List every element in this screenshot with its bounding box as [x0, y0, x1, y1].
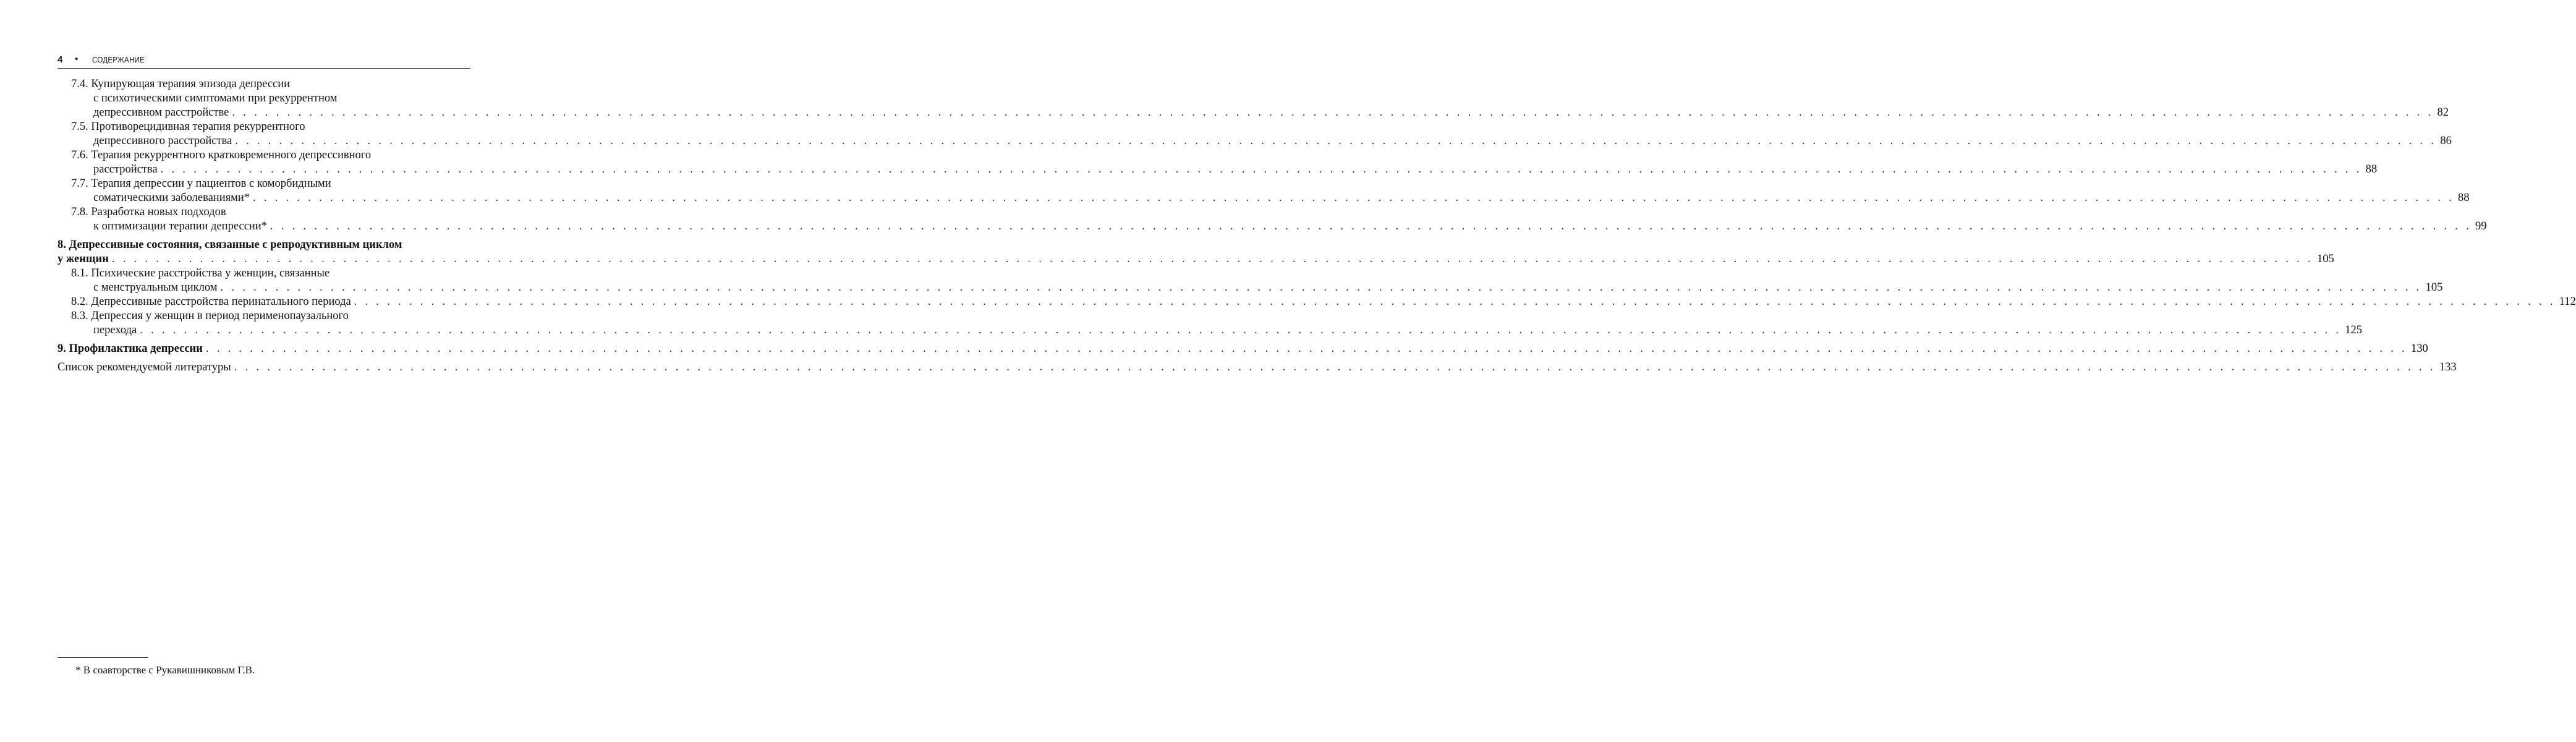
toc-entry-last-line: [71, 323, 2363, 338]
table-of-contents: [57, 77, 2576, 375]
toc-entry: [57, 238, 2334, 267]
page-number: 4: [57, 54, 63, 65]
toc-entry-title: расстройства: [93, 163, 158, 176]
toc-entry-last-line: [71, 134, 2452, 148]
toc-page-number: 86: [2440, 135, 2452, 147]
toc-entry-title: депрессивного расстройства: [93, 135, 232, 147]
toc-entry: [57, 295, 2576, 309]
toc-entry-title: соматическими заболеваниями*: [93, 192, 250, 204]
toc-entry-title: к оптимизации терапии депрессии*: [93, 220, 267, 232]
toc-page-number: 133: [2439, 361, 2457, 373]
dot-leader: . . . . . . . . . . . . . . . . . . . . . . . . . . . . . . . . . . . . . . . . . . . . . . . . . . . . . . . . . . . . . . . . . . . . . . . . . . . . . . . . . . . . . . . . . . . . . . . . . . . . . . . . . . . . . . . . . . . . . . . . . . . . . . . . . . . . . . . . . . . . . . . . . . . . . . . . . . . . . . . . . . . . . . . . . . . . . . . . . . . . . . . . . . . . . . . . . . . . . . . .: [354, 296, 2556, 308]
toc-entry-last-line: [71, 191, 2470, 205]
toc-entry: [57, 177, 2470, 205]
dot-leader: . . . . . . . . . . . . . . . . . . . . . . . . . . . . . . . . . . . . . . . . . . . . . . . . . . . . . . . . . . . . . . . . . . . . . . . . . . . . . . . . . . . . . . . . . . . . . . . . . . . . . . . . . . . . . . . . . . . . . . . . . . . . . . . . . . . . . . . . . . . . . . . . . . . . . . . . . . . . . . . . . . . . . . . . . . . . . . . . . . . . . . . . . . . . . . . . . . . . . . . .: [220, 281, 2422, 294]
toc-entry-last-line: [71, 106, 2449, 120]
dot-leader: . . . . . . . . . . . . . . . . . . . . . . . . . . . . . . . . . . . . . . . . . . . . . . . . . . . . . . . . . . . . . . . . . . . . . . . . . . . . . . . . . . . . . . . . . . . . . . . . . . . . . . . . . . . . . . . . . . . . . . . . . . . . . . . . . . . . . . . . . . . . . . . . . . . . . . . . . . . . . . . . . . . . . . . . . . . . . . . . . . . . . . . . . . . . . . . . . . . . . . . .: [234, 361, 2436, 373]
toc-entry-last-line: [57, 342, 2428, 356]
toc-entry-title: с менструальным циклом: [93, 281, 218, 294]
running-header: [57, 53, 470, 69]
toc-entry-line: 8.3. Депрессия у женщин в период перименопаузального: [71, 310, 349, 322]
toc-page-number: 125: [2345, 324, 2363, 336]
toc-entry-line: 7.7. Терапия депрессии у пациентов с коморбидными: [71, 177, 331, 190]
toc-entry: [57, 309, 2363, 338]
toc-entry-last-line: [71, 295, 2576, 309]
dot-leader: . . . . . . . . . . . . . . . . . . . . . . . . . . . . . . . . . . . . . . . . . . . . . . . . . . . . . . . . . . . . . . . . . . . . . . . . . . . . . . . . . . . . . . . . . . . . . . . . . . . . . . . . . . . . . . . . . . . . . . . . . . . . . . . . . . . . . . . . . . . . . . . . . . . . . . . . . . . . . . . . . . . . . . . . . . . . . . . . . . . . . . . . . . . . . . . . . . . . . . . .: [140, 324, 2342, 336]
toc-entry: [57, 148, 2378, 177]
dot-leader: . . . . . . . . . . . . . . . . . . . . . . . . . . . . . . . . . . . . . . . . . . . . . . . . . . . . . . . . . . . . . . . . . . . . . . . . . . . . . . . . . . . . . . . . . . . . . . . . . . . . . . . . . . . . . . . . . . . . . . . . . . . . . . . . . . . . . . . . . . . . . . . . . . . . . . . . . . . . . . . . . . . . . . . . . . . . . . . . . . . . . . . . . . . . . . . . . . . . . . . .: [232, 106, 2434, 119]
toc-entry-title: перехода: [93, 324, 137, 336]
toc-page-number: 105: [2316, 253, 2334, 265]
toc-entry-line: 7.8. Разработка новых подходов: [71, 206, 226, 218]
toc-entry-line: 7.4. Купирующая терапия эпизода депрессии: [71, 78, 291, 90]
toc-entry: [57, 77, 2449, 120]
toc-entry: [57, 267, 2443, 295]
toc-entry-last-line: [71, 281, 2443, 295]
toc-entry-line: с психотическими симптомами при рекуррентном: [93, 92, 338, 104]
toc-page-number: 88: [2458, 192, 2470, 204]
dot-leader: . . . . . . . . . . . . . . . . . . . . . . . . . . . . . . . . . . . . . . . . . . . . . . . . . . . . . . . . . . . . . . . . . . . . . . . . . . . . . . . . . . . . . . . . . . . . . . . . . . . . . . . . . . . . . . . . . . . . . . . . . . . . . . . . . . . . . . . . . . . . . . . . . . . . . . . . . . . . . . . . . . . . . . . . . . . . . . . . . . . . . . . . . . . . . . . . . . . . . . . .: [111, 253, 2313, 265]
dot-leader: . . . . . . . . . . . . . . . . . . . . . . . . . . . . . . . . . . . . . . . . . . . . . . . . . . . . . . . . . . . . . . . . . . . . . . . . . . . . . . . . . . . . . . . . . . . . . . . . . . . . . . . . . . . . . . . . . . . . . . . . . . . . . . . . . . . . . . . . . . . . . . . . . . . . . . . . . . . . . . . . . . . . . . . . . . . . . . . . . . . . . . . . . . . . . . . . . . . . . . . .: [252, 192, 2455, 204]
footnote-divider: [57, 657, 148, 658]
toc-entry: [57, 120, 2452, 148]
toc-entry-title: 8.2. Депрессивные расстройства перинатального периода: [71, 296, 351, 308]
toc-page-number: 82: [2437, 106, 2449, 119]
toc-page-number: 88: [2365, 163, 2378, 176]
toc-entry-title: депрессивном расстройстве: [93, 106, 229, 119]
toc-entry: [57, 360, 2457, 375]
toc-entry: [57, 205, 2487, 234]
toc-page-number: 105: [2425, 281, 2443, 294]
toc-entry-line: 7.5. Противорецидивная терапия рекуррентного: [71, 121, 305, 133]
toc-entry-last-line: [57, 252, 2334, 267]
toc-page-number: 112: [2559, 296, 2576, 308]
toc-entry-title: 9. Профилактика депрессии: [57, 343, 203, 355]
dot-leader: . . . . . . . . . . . . . . . . . . . . . . . . . . . . . . . . . . . . . . . . . . . . . . . . . . . . . . . . . . . . . . . . . . . . . . . . . . . . . . . . . . . . . . . . . . . . . . . . . . . . . . . . . . . . . . . . . . . . . . . . . . . . . . . . . . . . . . . . . . . . . . . . . . . . . . . . . . . . . . . . . . . . . . . . . . . . . . . . . . . . . . . . . . . . . . . . . . . . . . . .: [235, 135, 2437, 147]
toc-entry-last-line: [71, 220, 2487, 234]
footnote: * В соавторстве с Рукавишниковым Г.В.: [75, 664, 255, 676]
toc-entry-last-line: [57, 360, 2457, 375]
toc-page-number: 99: [2475, 220, 2487, 232]
toc-page-number: 130: [2410, 343, 2428, 355]
toc-entry-title: Список рекомендуемой литературы: [57, 361, 231, 373]
toc-entry-line: 7.6. Терапия рекуррентного кратковременного депрессивного: [71, 149, 372, 161]
toc-entry-line: 8. Депрессивные состояния, связанные с репродуктивным циклом: [57, 239, 402, 251]
toc-entry-last-line: [71, 163, 2378, 177]
dot-leader: . . . . . . . . . . . . . . . . . . . . . . . . . . . . . . . . . . . . . . . . . . . . . . . . . . . . . . . . . . . . . . . . . . . . . . . . . . . . . . . . . . . . . . . . . . . . . . . . . . . . . . . . . . . . . . . . . . . . . . . . . . . . . . . . . . . . . . . . . . . . . . . . . . . . . . . . . . . . . . . . . . . . . . . . . . . . . . . . . . . . . . . . . . . . . . . . . . . . . . . .: [160, 163, 2362, 176]
running-title: СОДЕРЖАНИЕ: [92, 56, 145, 64]
toc-entry-line: 8.1. Психические расстройства у женщин, связанные: [71, 267, 330, 279]
dot-leader: . . . . . . . . . . . . . . . . . . . . . . . . . . . . . . . . . . . . . . . . . . . . . . . . . . . . . . . . . . . . . . . . . . . . . . . . . . . . . . . . . . . . . . . . . . . . . . . . . . . . . . . . . . . . . . . . . . . . . . . . . . . . . . . . . . . . . . . . . . . . . . . . . . . . . . . . . . . . . . . . . . . . . . . . . . . . . . . . . . . . . . . . . . . . . . . . . . . . . . . .: [205, 343, 2407, 355]
toc-entry-title: у женщин: [57, 253, 109, 265]
toc-entry: [57, 342, 2428, 356]
bullet-separator: •: [75, 54, 79, 64]
dot-leader: . . . . . . . . . . . . . . . . . . . . . . . . . . . . . . . . . . . . . . . . . . . . . . . . . . . . . . . . . . . . . . . . . . . . . . . . . . . . . . . . . . . . . . . . . . . . . . . . . . . . . . . . . . . . . . . . . . . . . . . . . . . . . . . . . . . . . . . . . . . . . . . . . . . . . . . . . . . . . . . . . . . . . . . . . . . . . . . . . . . . . . . . . . . . . . . . . . . . . . . .: [270, 220, 2472, 232]
